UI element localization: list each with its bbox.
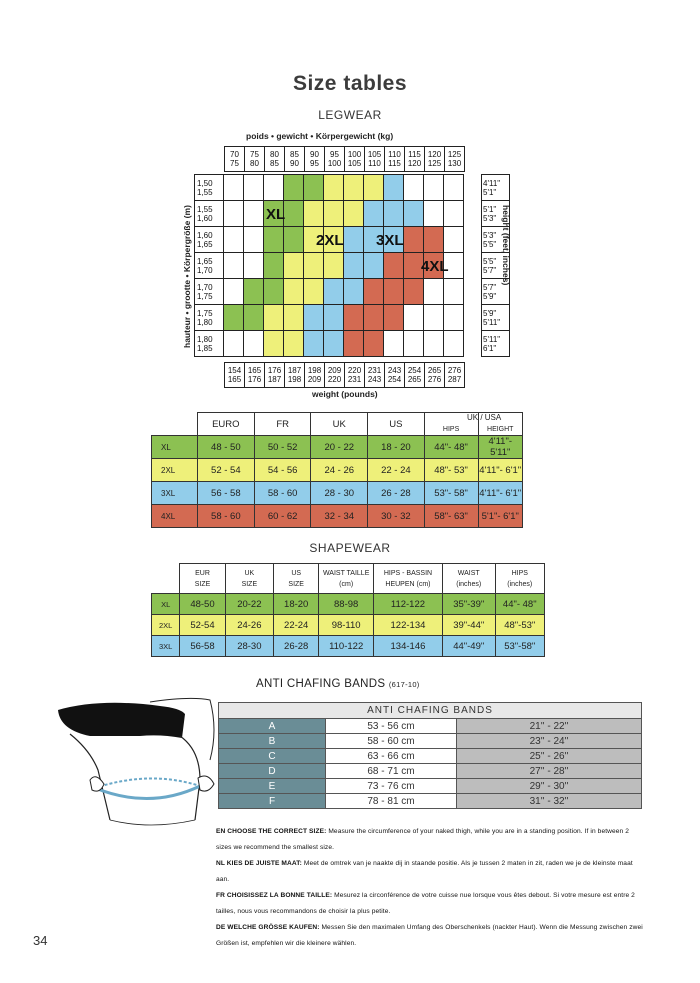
col-hips: HIPS bbox=[424, 413, 478, 436]
grid-cell bbox=[364, 305, 384, 331]
size-label-3xl: 3XL bbox=[376, 232, 404, 249]
legwear-row bbox=[152, 459, 523, 482]
col-euro: EURO bbox=[197, 413, 254, 436]
page-number: 34 bbox=[33, 933, 48, 948]
thigh-measurement-illustration bbox=[50, 690, 220, 830]
grid-cell bbox=[244, 227, 264, 253]
cell-size: 4XL bbox=[152, 505, 198, 528]
grid-cell bbox=[384, 175, 404, 201]
cell-hips_in: 44"- 48" bbox=[495, 594, 545, 615]
cell-size: XL bbox=[152, 594, 180, 615]
grid-cell bbox=[344, 279, 364, 305]
instructions-de: DE WELCHE GRÖSSE KAUFEN: Messen Sie den maximalen Umfang des Oberschenkels (nackter Haut). Wenn die Messung zwischen zwei Größen ist, empfehlen wir die kleinere wählen. bbox=[216, 924, 643, 947]
grid-cell bbox=[304, 175, 324, 201]
band-size: D bbox=[219, 764, 326, 779]
grid-cell bbox=[384, 331, 404, 357]
grid-cell bbox=[344, 253, 364, 279]
grid-cell bbox=[324, 279, 344, 305]
band-inch: 31'' - 32'' bbox=[457, 794, 642, 809]
grid-cell bbox=[264, 227, 284, 253]
lb-col: 265 276 bbox=[425, 363, 445, 388]
grid-cell bbox=[224, 279, 244, 305]
legwear-heading: LEGWEAR bbox=[318, 108, 382, 122]
grid-cell bbox=[444, 201, 464, 227]
kg-col: 70 75 bbox=[225, 147, 245, 172]
cell-waist_cm: 110-122 bbox=[319, 636, 374, 657]
grid-cell bbox=[284, 201, 304, 227]
grid-cell bbox=[284, 253, 304, 279]
kg-col: 110 115 bbox=[385, 147, 405, 172]
grid-cell bbox=[324, 175, 344, 201]
band-size: C bbox=[219, 749, 326, 764]
lb-col: 187 198 bbox=[285, 363, 305, 388]
lb-col: 254 265 bbox=[405, 363, 425, 388]
grid-cell bbox=[404, 331, 424, 357]
shapewear-col: UK SIZE bbox=[225, 564, 273, 594]
instructions bbox=[216, 824, 644, 952]
grid-cell bbox=[404, 227, 424, 253]
grid-cell bbox=[344, 227, 364, 253]
cell-uk: 20 - 22 bbox=[311, 436, 368, 459]
legwear-size-table bbox=[151, 412, 523, 528]
band-cm: 58 - 60 cm bbox=[326, 734, 457, 749]
cell-fr: 50 - 52 bbox=[254, 436, 311, 459]
legwear-row bbox=[152, 436, 523, 459]
grid-cell bbox=[424, 201, 444, 227]
cell-uk: 28-30 bbox=[225, 636, 273, 657]
kg-col: 90 95 bbox=[305, 147, 325, 172]
ft-row: 5'7" 5'9" bbox=[482, 279, 510, 305]
kg-col: 120 125 bbox=[425, 147, 445, 172]
weight-kg-label: poids • gewicht • Körpergewicht (kg) bbox=[246, 131, 394, 141]
cell-size: 2XL bbox=[152, 459, 198, 482]
ft-row: 5'11" 6'1" bbox=[482, 331, 510, 357]
grid-cell bbox=[284, 331, 304, 357]
grid-cell bbox=[244, 331, 264, 357]
cell-hips_in: 53"-58" bbox=[495, 636, 545, 657]
grid-cell bbox=[284, 227, 304, 253]
lb-footer-table bbox=[224, 362, 465, 388]
shapewear-col: EUR SIZE bbox=[180, 564, 225, 594]
cell-hips_in: 48"-53" bbox=[495, 615, 545, 636]
grid-cell bbox=[344, 331, 364, 357]
grid-cell bbox=[424, 305, 444, 331]
size-label-4xl: 4XL bbox=[421, 258, 449, 275]
grid-cell bbox=[264, 279, 284, 305]
grid-cell bbox=[444, 331, 464, 357]
cell-euro: 56 - 58 bbox=[197, 482, 254, 505]
band-inch: 23'' - 24'' bbox=[457, 734, 642, 749]
lb-col: 176 187 bbox=[265, 363, 285, 388]
grid-cell bbox=[384, 201, 404, 227]
cell-us: 26-28 bbox=[274, 636, 319, 657]
grid-cell bbox=[404, 201, 424, 227]
shapewear-col: HIPS (inches) bbox=[495, 564, 545, 594]
page-title: Size tables bbox=[292, 72, 408, 95]
grid-cell bbox=[364, 331, 384, 357]
cell-uk: 24-26 bbox=[225, 615, 273, 636]
kg-col: 85 90 bbox=[285, 147, 305, 172]
grid-cell bbox=[444, 279, 464, 305]
kg-col: 75 80 bbox=[245, 147, 265, 172]
lb-col: 209 220 bbox=[325, 363, 345, 388]
lb-col: 165 176 bbox=[245, 363, 265, 388]
grid-cell bbox=[304, 279, 324, 305]
cell-size: 3XL bbox=[152, 482, 198, 505]
kg-col: 95 100 bbox=[325, 147, 345, 172]
instructions-fr: FR CHOISISSEZ LA BONNE TAILLE: Mesurez la circonférence de votre cuisse nue lorsque vous êtes debout. Si votre mesure est entre 2 tailles, nous vous recommandons de choisir la plus petite. bbox=[216, 892, 635, 915]
kg-col: 125 130 bbox=[445, 147, 465, 172]
grid-cell bbox=[444, 305, 464, 331]
grid-cell bbox=[264, 253, 284, 279]
m-row: 1,65 1,70 bbox=[195, 253, 224, 279]
size-label-xl: XL bbox=[266, 206, 286, 223]
grid-cell bbox=[384, 279, 404, 305]
grid-cell bbox=[304, 331, 324, 357]
grid-cell bbox=[284, 175, 304, 201]
col-height: HEIGHT bbox=[478, 413, 523, 436]
cell-hips: 58"- 63" bbox=[424, 505, 478, 528]
cell-us: 22-24 bbox=[274, 615, 319, 636]
cell-uk: 28 - 30 bbox=[311, 482, 368, 505]
cell-eur: 52-54 bbox=[180, 615, 225, 636]
col-fr: FR bbox=[254, 413, 311, 436]
legwear-row bbox=[152, 482, 523, 505]
cell-hips_cm: 122-134 bbox=[373, 615, 442, 636]
cell-euro: 48 - 50 bbox=[197, 436, 254, 459]
cell-us: 18 - 20 bbox=[368, 436, 425, 459]
grid-cell bbox=[324, 331, 344, 357]
band-size: E bbox=[219, 779, 326, 794]
cell-hips: 53"- 58" bbox=[424, 482, 478, 505]
band-cm: 63 - 66 cm bbox=[326, 749, 457, 764]
m-row: 1,55 1,60 bbox=[195, 201, 224, 227]
height-ft-label: height (feet, inches) bbox=[501, 205, 511, 286]
cell-euro: 58 - 60 bbox=[197, 505, 254, 528]
cell-waist_in: 35"-39" bbox=[442, 594, 495, 615]
grid-cell bbox=[344, 201, 364, 227]
band-size: B bbox=[219, 734, 326, 749]
grid-cell bbox=[324, 201, 344, 227]
shapewear-table bbox=[151, 563, 545, 657]
m-row: 1,70 1,75 bbox=[195, 279, 224, 305]
height-m-label: hauteur • grootte • Körpergröße (m) bbox=[182, 205, 192, 348]
band-size: A bbox=[219, 719, 326, 734]
kg-col: 115 120 bbox=[405, 147, 425, 172]
lb-col: 243 254 bbox=[385, 363, 405, 388]
cell-uk: 24 - 26 bbox=[311, 459, 368, 482]
m-row: 1,80 1,85 bbox=[195, 331, 224, 357]
grid-cell bbox=[424, 331, 444, 357]
grid-cell bbox=[444, 175, 464, 201]
cell-eur: 48-50 bbox=[180, 594, 225, 615]
kg-col: 105 110 bbox=[365, 147, 385, 172]
grid-cell bbox=[224, 253, 244, 279]
grid-cell bbox=[344, 175, 364, 201]
band-cm: 53 - 56 cm bbox=[326, 719, 457, 734]
shapewear-heading: SHAPEWEAR bbox=[309, 541, 391, 555]
cell-hips_cm: 134-146 bbox=[373, 636, 442, 657]
lb-col: 276 287 bbox=[445, 363, 465, 388]
lb-col: 220 231 bbox=[345, 363, 365, 388]
height-m-table bbox=[194, 174, 224, 357]
anti-chafing-row bbox=[219, 734, 642, 749]
anti-chafing-row bbox=[219, 779, 642, 794]
cell-uk: 20-22 bbox=[225, 594, 273, 615]
grid-cell bbox=[244, 175, 264, 201]
lb-col: 154 165 bbox=[225, 363, 245, 388]
band-inch: 25'' - 26'' bbox=[457, 749, 642, 764]
ft-row: 5'9" 5'11" bbox=[482, 305, 510, 331]
m-row: 1,60 1,65 bbox=[195, 227, 224, 253]
lb-col: 231 243 bbox=[365, 363, 385, 388]
shapewear-row bbox=[152, 615, 545, 636]
col-uk: UK bbox=[311, 413, 368, 436]
grid-cell bbox=[404, 279, 424, 305]
anti-chafing-row bbox=[219, 764, 642, 779]
band-cm: 78 - 81 cm bbox=[326, 794, 457, 809]
legwear-row bbox=[152, 505, 523, 528]
cell-us: 18-20 bbox=[274, 594, 319, 615]
cell-fr: 60 - 62 bbox=[254, 505, 311, 528]
grid-cell bbox=[364, 175, 384, 201]
cell-waist_in: 39"-44" bbox=[442, 615, 495, 636]
cell-height: 4'11"- 5'11" bbox=[478, 436, 523, 459]
cell-hips_cm: 112-122 bbox=[373, 594, 442, 615]
shapewear-col: WAIST (inches) bbox=[442, 564, 495, 594]
shapewear-row bbox=[152, 594, 545, 615]
instructions-nl: NL KIES DE JUISTE MAAT: Meet de omtrek van je naakte dij in staande positie. Als je tussen 2 maten in zit, raden we je de kleinste maat aan. bbox=[216, 860, 633, 883]
m-row: 1,50 1,55 bbox=[195, 175, 224, 201]
instructions-en: EN CHOOSE THE CORRECT SIZE: Measure the circumference of your naked thigh, while you are in a standing position. If in between 2 sizes we recommend the smallest size. bbox=[216, 828, 630, 851]
cell-size: 2XL bbox=[152, 615, 180, 636]
band-cm: 73 - 76 cm bbox=[326, 779, 457, 794]
cell-euro: 52 - 54 bbox=[197, 459, 254, 482]
grid-cell bbox=[244, 201, 264, 227]
grid-cell bbox=[304, 305, 324, 331]
kg-col: 100 105 bbox=[345, 147, 365, 172]
grid-cell bbox=[264, 331, 284, 357]
col-us: US bbox=[368, 413, 425, 436]
cell-us: 30 - 32 bbox=[368, 505, 425, 528]
grid-cell bbox=[224, 305, 244, 331]
shapewear-col: HIPS - BASSIN HEUPEN (cm) bbox=[373, 564, 442, 594]
ft-row: 5'1" 5'3" bbox=[482, 201, 510, 227]
grid-cell bbox=[424, 175, 444, 201]
band-size: F bbox=[219, 794, 326, 809]
grid-cell bbox=[324, 305, 344, 331]
grid-cell bbox=[284, 305, 304, 331]
cell-size: 3XL bbox=[152, 636, 180, 657]
grid-cell bbox=[404, 175, 424, 201]
cell-us: 22 - 24 bbox=[368, 459, 425, 482]
anti-chafing-table bbox=[218, 702, 642, 809]
grid-cell bbox=[264, 305, 284, 331]
grid-cell bbox=[364, 253, 384, 279]
band-inch: 27'' - 28'' bbox=[457, 764, 642, 779]
anti-chafing-row bbox=[219, 719, 642, 734]
grid-cell bbox=[344, 305, 364, 331]
grid-cell bbox=[364, 201, 384, 227]
grid-cell bbox=[304, 253, 324, 279]
cell-height: 5'1"- 6'1" bbox=[478, 505, 523, 528]
cell-waist_cm: 98-110 bbox=[319, 615, 374, 636]
grid-cell bbox=[384, 253, 404, 279]
shapewear-row bbox=[152, 636, 545, 657]
anti-chafing-table-header: ANTI CHAFING BANDS bbox=[219, 703, 642, 719]
ft-row: 4'11" 5'1" bbox=[482, 175, 510, 201]
cell-size: XL bbox=[152, 436, 198, 459]
cell-eur: 56-58 bbox=[180, 636, 225, 657]
shapewear-col: US SIZE bbox=[274, 564, 319, 594]
anti-chafing-row bbox=[219, 749, 642, 764]
band-inch: 29'' - 30'' bbox=[457, 779, 642, 794]
grid-cell bbox=[324, 253, 344, 279]
grid-cell bbox=[244, 305, 264, 331]
grid-cell bbox=[404, 305, 424, 331]
grid-cell bbox=[364, 279, 384, 305]
grid-cell bbox=[244, 279, 264, 305]
grid-cell bbox=[304, 201, 324, 227]
grid-cell bbox=[444, 227, 464, 253]
cell-hips: 44"- 48" bbox=[424, 436, 478, 459]
cell-waist_cm: 88-98 bbox=[319, 594, 374, 615]
cell-uk: 32 - 34 bbox=[311, 505, 368, 528]
band-cm: 68 - 71 cm bbox=[326, 764, 457, 779]
lb-col: 198 209 bbox=[305, 363, 325, 388]
uk-usa-label: UK / USA bbox=[467, 413, 502, 422]
weight-lb-label: weight (pounds) bbox=[312, 389, 378, 399]
cell-height: 4'11"- 6'1" bbox=[478, 482, 523, 505]
m-row: 1,75 1,80 bbox=[195, 305, 224, 331]
cell-waist_in: 44"-49" bbox=[442, 636, 495, 657]
cell-us: 26 - 28 bbox=[368, 482, 425, 505]
grid-cell bbox=[244, 253, 264, 279]
kg-col: 80 85 bbox=[265, 147, 285, 172]
cell-hips: 48"- 53" bbox=[424, 459, 478, 482]
anti-chafing-row bbox=[219, 794, 642, 809]
grid-cell bbox=[224, 201, 244, 227]
size-label-2xl: 2XL bbox=[316, 232, 344, 249]
anti-chafing-heading: ANTI CHAFING BANDS (617-10) bbox=[256, 678, 420, 690]
cell-fr: 54 - 56 bbox=[254, 459, 311, 482]
band-inch: 21'' - 22'' bbox=[457, 719, 642, 734]
grid-cell bbox=[384, 305, 404, 331]
shapewear-col: WAIST TAILLE (cm) bbox=[319, 564, 374, 594]
grid-cell bbox=[224, 331, 244, 357]
cell-height: 4'11"- 6'1" bbox=[478, 459, 523, 482]
grid-cell bbox=[424, 227, 444, 253]
cell-fr: 58 - 60 bbox=[254, 482, 311, 505]
grid-cell bbox=[264, 175, 284, 201]
ft-row: 5'3" 5'5" bbox=[482, 227, 510, 253]
grid-cell bbox=[284, 279, 304, 305]
ft-row: 5'5" 5'7" bbox=[482, 253, 510, 279]
grid-cell bbox=[224, 175, 244, 201]
grid-cell bbox=[224, 227, 244, 253]
grid-cell bbox=[424, 279, 444, 305]
kg-header-table bbox=[224, 146, 465, 172]
